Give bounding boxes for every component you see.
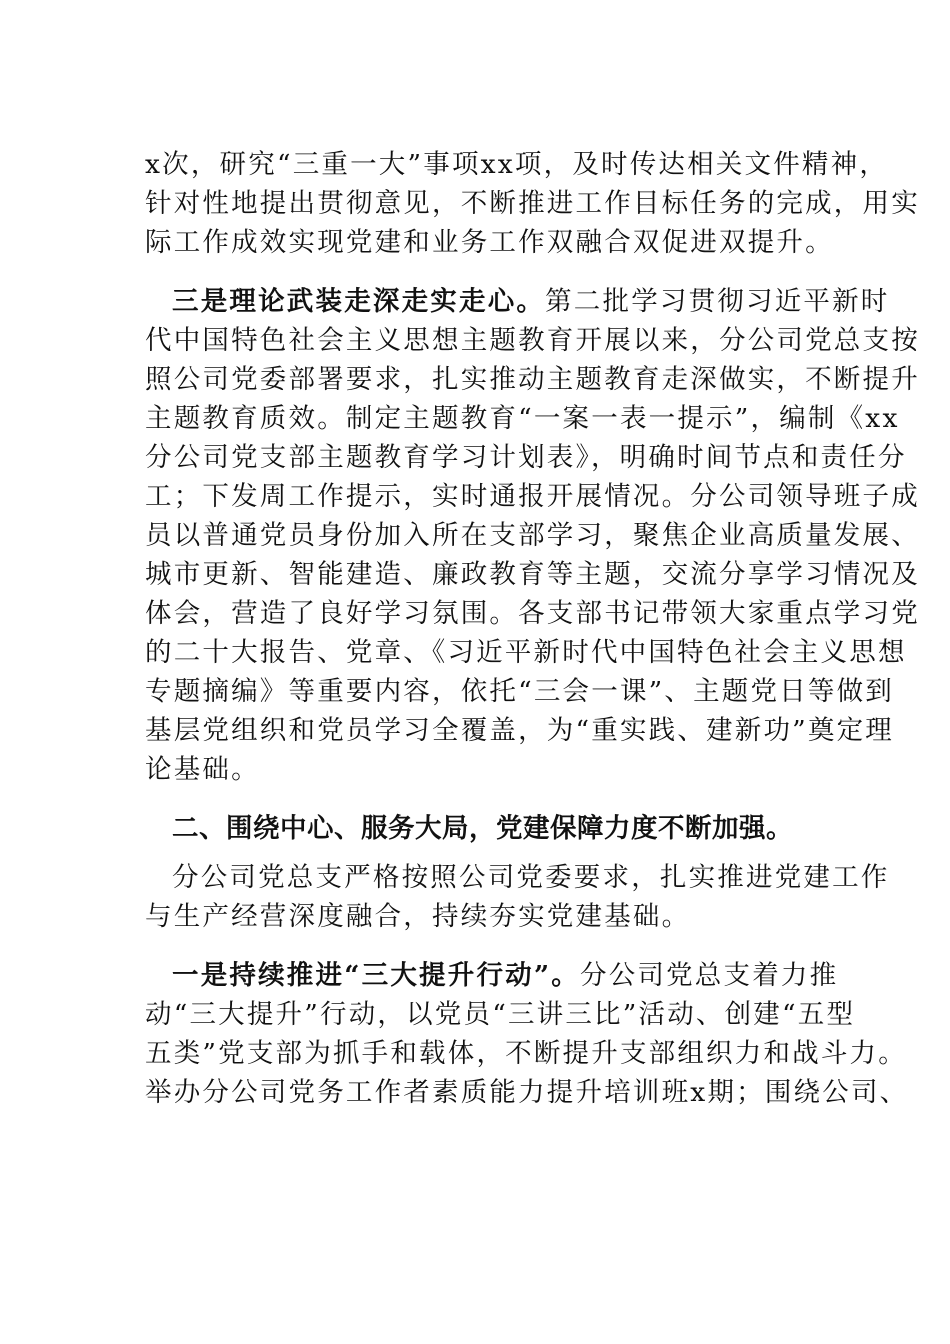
text-line: 主题教育质效。制定主题教育“一案一表一提示”，编制《xx	[145, 403, 900, 434]
text-line: 城市更新、智能建造、廉政教育等主题，交流分享学习情况及	[145, 559, 920, 590]
text-line: 分公司党总支严格按照公司党委要求，扎实推进党建工作	[172, 862, 890, 893]
text-line: 体会，营造了良好学习氛围。各支部书记带领大家重点学习党	[145, 598, 920, 629]
text-line: 与生产经营深度融合，持续夯实党建基础。	[145, 901, 691, 932]
text-line: x次，研究“三重一大”事项xx项，及时传达相关文件精神，	[145, 149, 889, 180]
text-line: 际工作成效实现党建和业务工作双融合双促进双提升。	[145, 227, 834, 258]
text-line: 工；下发周工作提示，实时通报开展情况。分公司领导班子成	[145, 481, 920, 512]
text-line: 分公司党支部主题教育学习计划表》，明确时间节点和责任分	[145, 442, 907, 473]
text-line: 员以普通党员身份加入所在支部学习，聚焦企业高质量发展、	[145, 520, 920, 551]
text-line: 基层党组织和党员学习全覆盖，为“重实践、建新功”奠定理	[145, 715, 894, 746]
text-line: 论基础。	[145, 754, 260, 785]
text-line: 代中国特色社会主义思想主题教育开展以来，分公司党总支按	[145, 325, 920, 356]
text-line: 照公司党委部署要求，扎实推动主题教育走深做实，不断提升	[145, 364, 920, 395]
section-heading: 二、围绕中心、服务大局，党建保障力度不断加强。	[172, 813, 793, 844]
text-line: 五类”党支部为抓手和载体，不断提升支部组织力和战斗力。	[145, 1038, 907, 1069]
text-span: 第二批学习贯彻习近平新时	[545, 286, 890, 317]
text-span: 分公司党总支着力推	[580, 960, 839, 991]
lead-sentence: 一是持续推进“三大提升行动”。	[172, 960, 580, 991]
text-line: 针对性地提出贯彻意见，不断推进工作目标任务的完成，用实	[145, 188, 920, 219]
text-line: 举办分公司党务工作者素质能力提升培训班x期；围绕公司、	[145, 1077, 909, 1108]
text-line: 动“三大提升”行动，以党员“三讲三比”活动、创建“五型	[145, 999, 856, 1030]
text-line: 的二十大报告、党章、《习近平新时代中国特色社会主义思想	[145, 637, 907, 668]
paragraph-lead-line	[172, 958, 839, 994]
text-line: 专题摘编》等重要内容，依托“三会一课”、主题党日等做到	[145, 676, 894, 707]
lead-sentence: 三是理论武装走深走实走心。	[172, 286, 546, 317]
paragraph-lead-line	[172, 284, 890, 320]
